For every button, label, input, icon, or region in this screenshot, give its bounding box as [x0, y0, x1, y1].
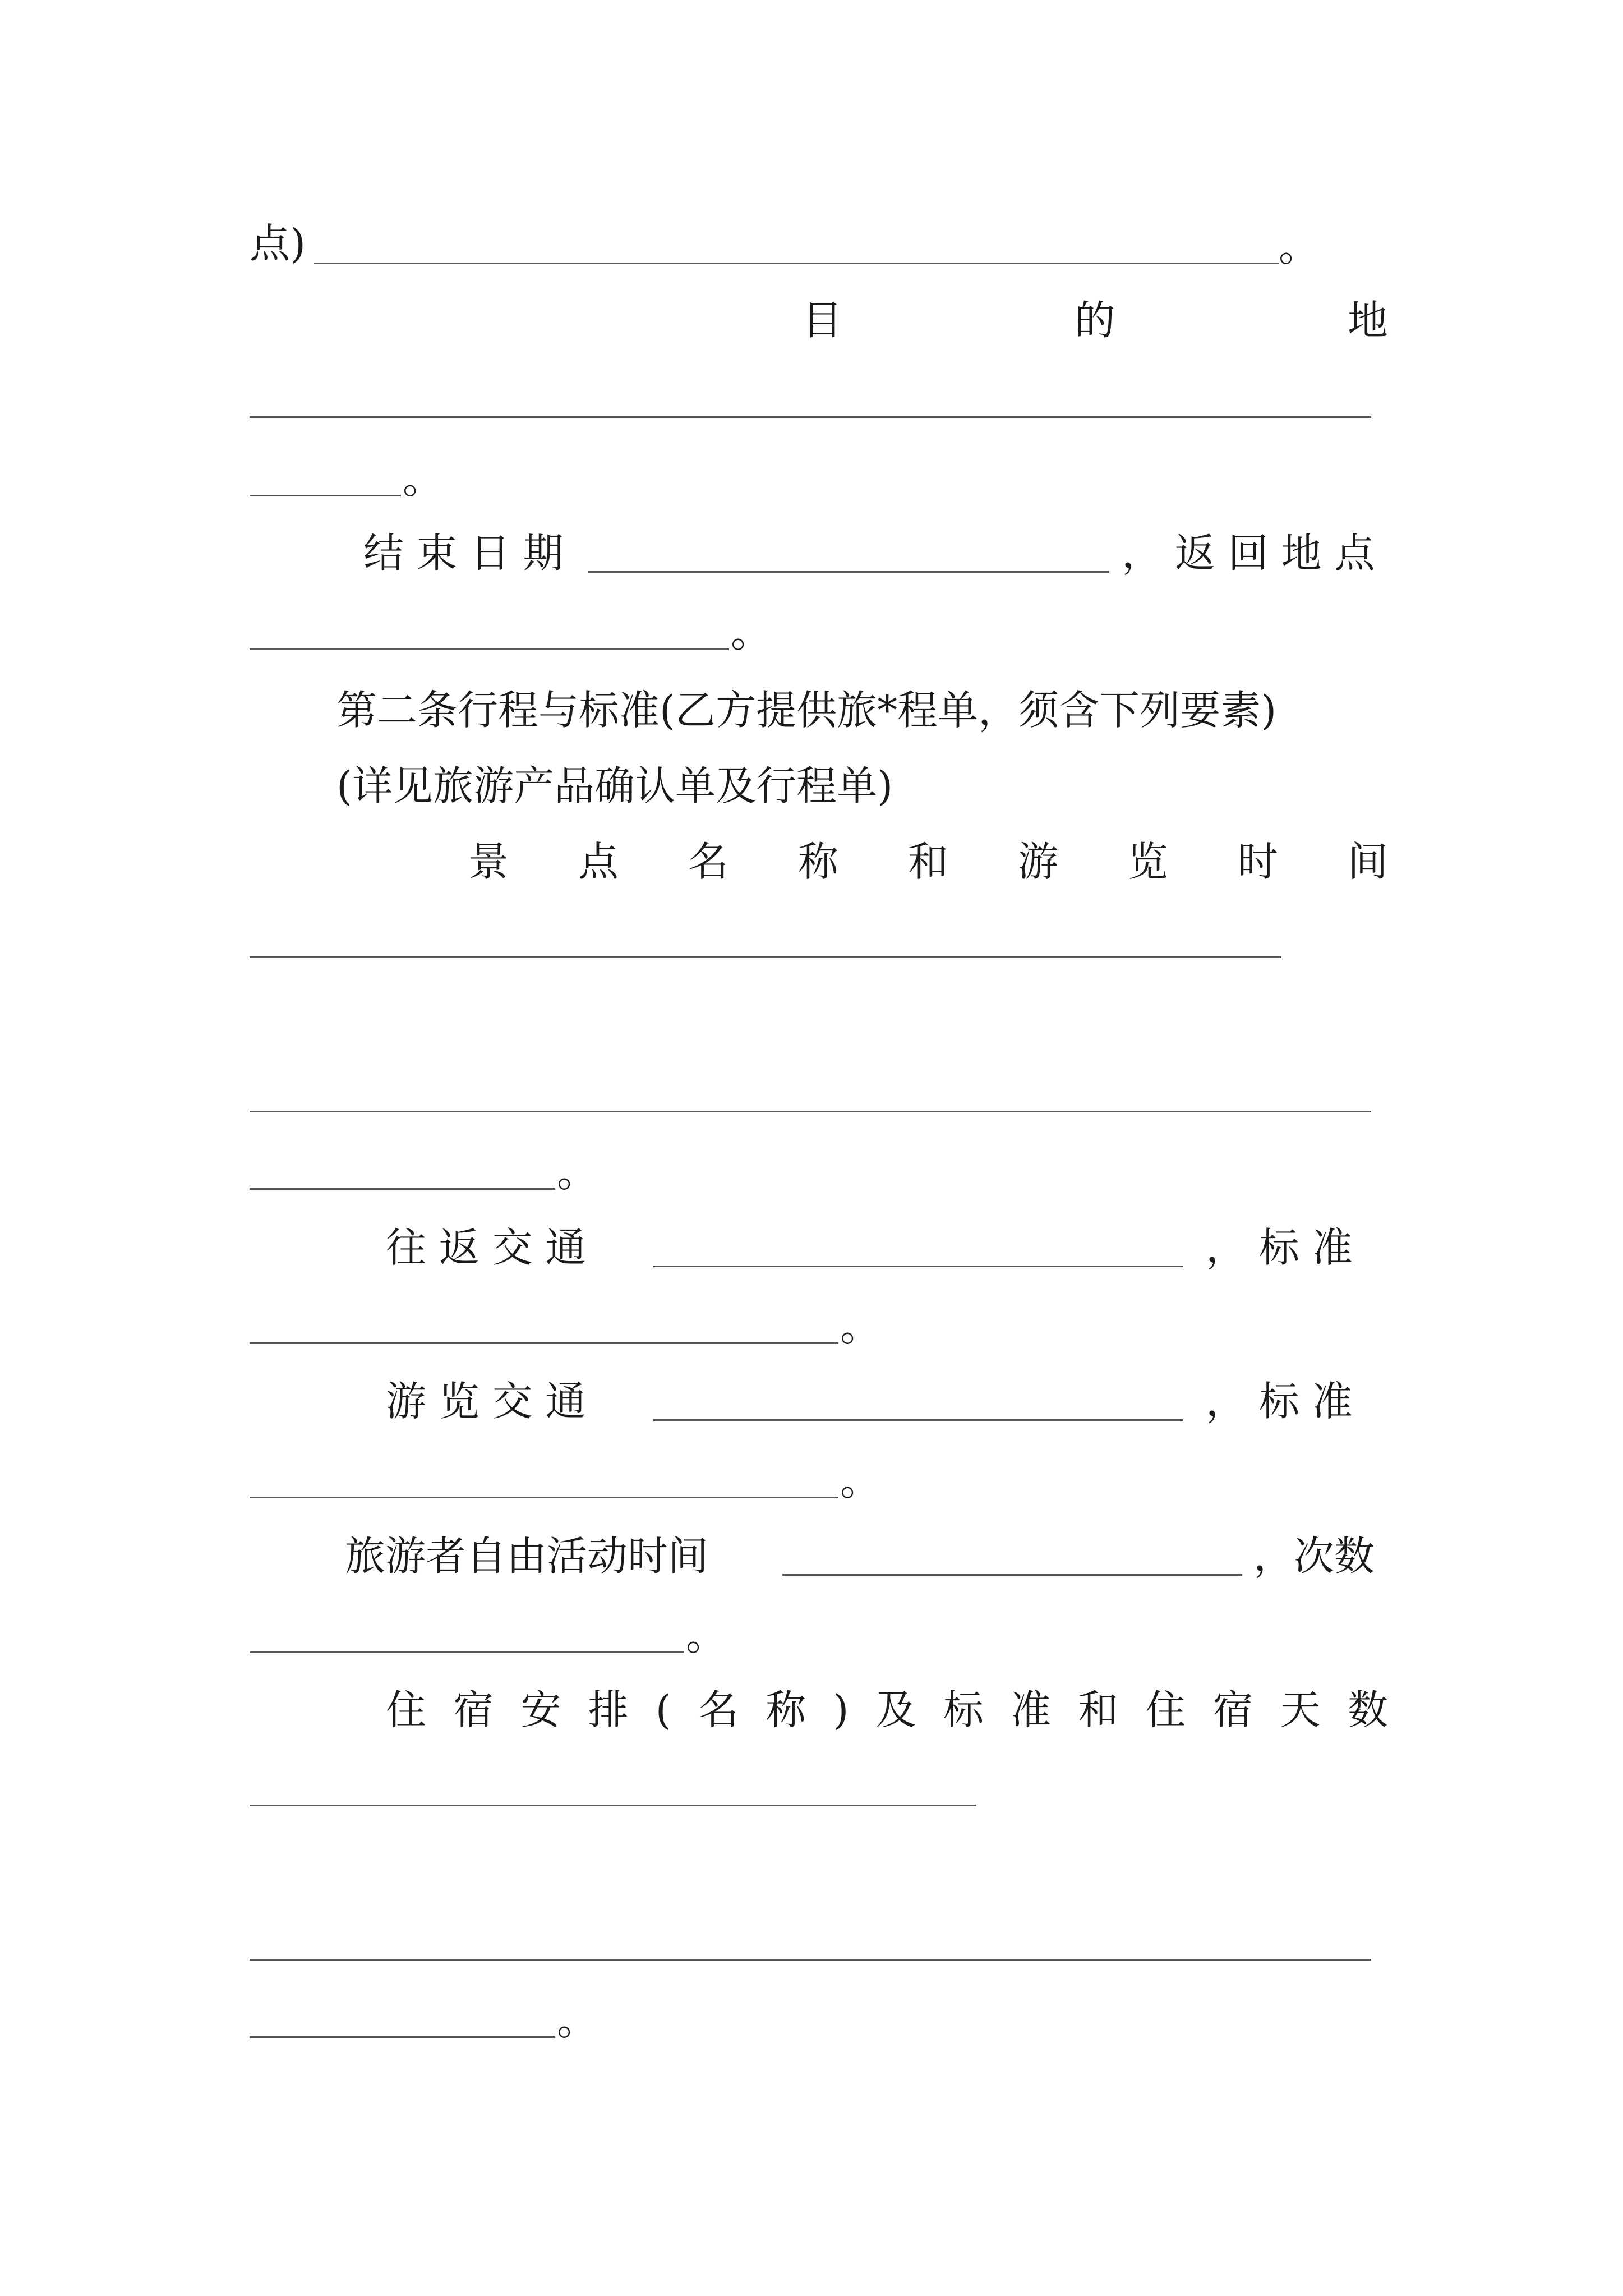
end-date-label: 结 束 日 期	[363, 530, 564, 577]
tour-transport-standard-label: ， 标 准	[1206, 1378, 1353, 1425]
fill-blank	[250, 1959, 1371, 1961]
sights-label: 景 点 名 称 和 游 览 时 间	[468, 838, 1388, 885]
fill-blank	[250, 1497, 838, 1498]
tour-transport-end: 。	[840, 1457, 881, 1504]
round-trip-standard-label: ， 标 准	[1206, 1224, 1353, 1271]
fill-blank	[250, 1651, 684, 1653]
lodging-label: 住 宿 安 排 ( 名 称 ) 及 标 准 和 住 宿 天 数	[386, 1686, 1388, 1733]
fill-blank	[250, 1111, 1371, 1112]
fill-blank	[314, 263, 1279, 264]
lodging-end: 。	[557, 1997, 598, 2044]
fill-blank	[782, 1574, 1242, 1576]
fill-blank	[250, 1188, 555, 1190]
fill-blank	[250, 1342, 838, 1344]
destination-label: 目 的 地	[802, 297, 1388, 344]
round-trip-end: 。	[840, 1303, 881, 1350]
free-time-end: 。	[686, 1612, 727, 1659]
free-time-label: 旅游者自由活动时间	[345, 1533, 709, 1580]
line1-prefix: 点)	[250, 220, 306, 267]
end-date-end: 。	[731, 609, 772, 656]
article2-title: 第二条行程与标准(乙方提供旅*程单，须含下列要素)	[336, 687, 1277, 734]
fill-blank	[653, 1266, 1183, 1267]
fill-blank	[250, 2036, 555, 2038]
destination-end: 。	[403, 455, 444, 503]
tour-transport-label: 游 览 交 通	[386, 1378, 586, 1425]
article2-subtitle: (详见旅游产品确认单及行程单)	[336, 762, 893, 809]
fill-blank	[250, 648, 729, 650]
fill-blank	[250, 956, 1281, 958]
fill-blank	[653, 1419, 1183, 1421]
fill-blank	[250, 416, 1371, 418]
return-place-label: ， 返 回 地 点	[1122, 530, 1375, 577]
round-trip-label: 往 返 交 通	[386, 1224, 586, 1271]
sights-end: 。	[557, 1149, 598, 1196]
fill-blank	[588, 571, 1109, 573]
line1-end: 。	[1279, 223, 1320, 270]
free-time-count-label: ，次数	[1253, 1533, 1375, 1580]
fill-blank	[250, 1805, 976, 1806]
fill-blank	[250, 495, 401, 496]
